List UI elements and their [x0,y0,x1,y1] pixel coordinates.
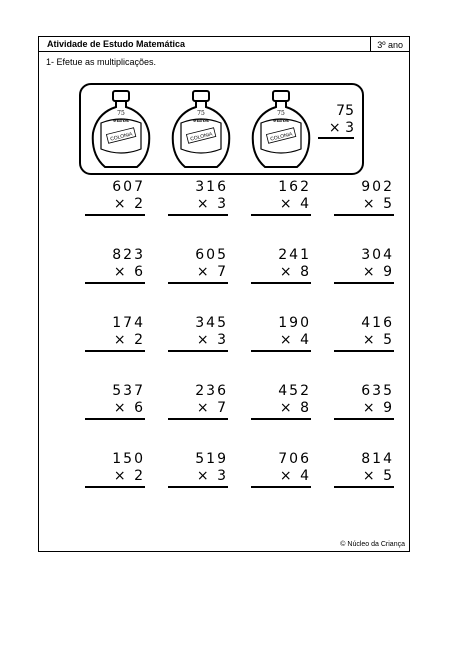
multiplicand: 241 [278,247,311,263]
multiplicand: 635 [361,383,394,399]
multiplier: × 5 [334,468,394,488]
multiplier: × 5 [334,332,394,352]
perfume-bottle-icon [167,89,235,171]
multiplicand: 345 [195,315,228,331]
bottle-price: 75 [117,110,125,117]
multiplication-problem [85,247,145,284]
multiplier: × 4 [251,196,311,216]
perfume-bottle-icon [87,89,155,171]
bottle-currency: euros [273,118,289,124]
worksheet [38,36,410,552]
multiplier: × 9 [334,264,394,284]
multiplication-problem [168,451,228,488]
multiplier: × 4 [251,468,311,488]
multiplier: × 2 [85,332,145,352]
multiplicand: 190 [278,315,311,331]
multiplicand: 162 [278,179,311,195]
multiplier: × 7 [168,400,228,420]
multiplication-problem [251,247,311,284]
multiplier: × 7 [168,264,228,284]
multiplier: × 3 [168,468,228,488]
bottle-label: COLONIA [109,131,134,143]
multiplication-problem [334,179,394,216]
multiplicand: 236 [195,383,228,399]
multiplication-problem [85,451,145,488]
header-divider [370,37,371,51]
perfume-bottle-icon [247,89,315,171]
grade-label: 3º ano [377,40,403,50]
multiplicand: 902 [361,179,394,195]
worksheet-header [39,37,409,52]
multiplication-problem [334,383,394,420]
multiplier: × 3 [168,332,228,352]
multiplier: × 8 [251,264,311,284]
multiplier: × 4 [251,332,311,352]
multiplier: × 6 [85,400,145,420]
multiplicand: 416 [361,315,394,331]
multiplicand: 605 [195,247,228,263]
multiplicand: 607 [112,179,145,195]
multiplier: × 5 [334,196,394,216]
multiplicand: 814 [361,451,394,467]
multiplicand: 452 [278,383,311,399]
multiplier: × 2 [85,468,145,488]
multiplication-problem [334,451,394,488]
multiplication-problem [85,383,145,420]
multiplier: × 9 [334,400,394,420]
multiplicand: 150 [112,451,145,467]
multiplication-problem [334,247,394,284]
multiplication-problem [168,315,228,352]
instruction-text: 1- Efetue as multiplicações. [46,57,157,67]
multiplier: × 3 [168,196,228,216]
multiplication-problem [251,451,311,488]
bottle-currency: euros [193,118,209,124]
multiplicand: 537 [112,383,145,399]
multiplicand: 519 [195,451,228,467]
example-multiplicand: 75 [336,103,354,119]
multiplicand: 316 [195,179,228,195]
multiplication-problem [168,179,228,216]
bottle-label: COLONIA [189,131,214,143]
multiplier: × 8 [251,400,311,420]
bottle-label: COLONIA [269,131,294,143]
example-illustration [79,83,364,175]
multiplication-problem [85,179,145,216]
multiplication-problem [334,315,394,352]
multiplication-problem [251,179,311,216]
multiplication-problem [168,247,228,284]
multiplier: × 2 [85,196,145,216]
multiplicand: 304 [361,247,394,263]
copyright-footer: © Núcleo da Criança [340,541,405,548]
bottle-price: 75 [197,110,205,117]
multiplicand: 823 [112,247,145,263]
multiplication-problem [85,315,145,352]
multiplication-problem [251,383,311,420]
multiplication-problem [168,383,228,420]
worksheet-title: Atividade de Estudo Matemática [47,39,186,49]
bottle-currency: euros [113,118,129,124]
multiplier: × 6 [85,264,145,284]
example-multiplier: × 3 [318,120,354,139]
multiplication-problem [251,315,311,352]
example-multiplication [318,103,354,139]
multiplicand: 706 [278,451,311,467]
bottle-price: 75 [277,110,285,117]
multiplicand: 174 [112,315,145,331]
